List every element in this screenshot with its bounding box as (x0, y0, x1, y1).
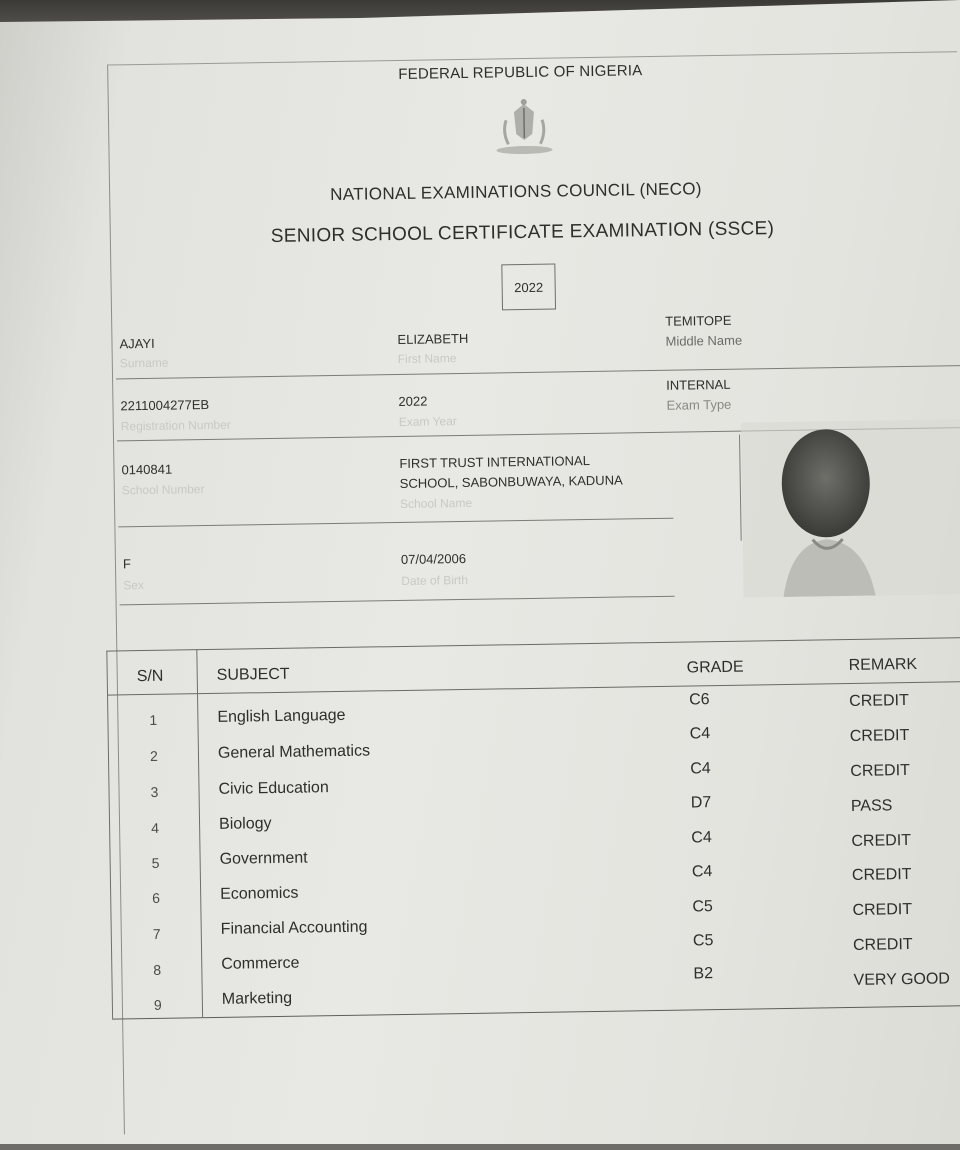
row-subject: Commerce (221, 954, 300, 973)
row-sn: 2 (149, 747, 158, 764)
row-grade: C4 (690, 760, 711, 778)
row-sn: 7 (152, 925, 161, 942)
row-grade: C4 (689, 725, 711, 743)
row-sn: 5 (151, 854, 160, 871)
school-name-label: School Name (399, 495, 473, 511)
column-header-subject: SUBJECT (216, 665, 290, 684)
school-number-label: School Number (121, 482, 205, 498)
row-remark: VERY GOOD (853, 970, 951, 989)
table-left-border (106, 651, 113, 1019)
row-subject: General Mathematics (217, 742, 371, 762)
row-grade: C5 (692, 932, 714, 950)
row-grade: D7 (690, 794, 712, 812)
frame-left-border (107, 65, 125, 1135)
row-sn: 8 (153, 961, 162, 978)
column-header-sn: S/N (136, 667, 164, 686)
school-name-line1: FIRST TRUST INTERNATIONAL (399, 453, 590, 472)
exam-year-label: Exam Year (398, 414, 457, 430)
first-name-label: First Name (397, 351, 457, 367)
row-subject: Financial Accounting (220, 918, 368, 938)
row-remark: CREDIT (851, 866, 912, 884)
sex-value: F (122, 556, 132, 572)
surname-label: Surname (119, 355, 169, 371)
exam-type-label: Exam Type (666, 396, 732, 413)
table-top-border (106, 637, 960, 652)
row-remark: CREDIT (849, 727, 910, 745)
school-name-line2: SCHOOL, SABONBUWAYA, KADUNA (399, 472, 623, 492)
date-of-birth-label: Date of Birth (401, 572, 469, 588)
row-sn: 1 (149, 711, 158, 728)
row-remark: CREDIT (849, 692, 909, 710)
sex-label: Sex (123, 578, 145, 593)
row-subject: Biology (218, 815, 272, 833)
table-column-divider (196, 649, 203, 1017)
row-grade: C5 (692, 898, 714, 916)
council-title: NATIONAL EXAMINATIONS COUNCIL (NECO) (330, 179, 702, 205)
middle-name-value: TEMITOPE (665, 312, 732, 329)
exam-type-value: INTERNAL (666, 376, 731, 393)
surname-value: AJAYI (119, 335, 155, 352)
coat-of-arms-icon (484, 93, 565, 158)
column-header-remark: REMARK (848, 655, 918, 674)
column-header-grade: GRADE (686, 658, 744, 677)
country-title: FEDERAL REPUBLIC OF NIGERIA (398, 62, 643, 83)
registration-number-value: 2211004277EB (120, 396, 210, 414)
exam-year-box-value: 2022 (514, 279, 544, 295)
row-sn: 6 (152, 889, 161, 906)
first-name-value: ELIZABETH (397, 330, 469, 348)
exam-year-value: 2022 (398, 393, 428, 410)
divider-school (118, 518, 673, 528)
candidate-photo (741, 419, 960, 598)
row-grade: C4 (691, 863, 713, 881)
row-sn: 9 (153, 996, 162, 1013)
row-subject: Economics (220, 884, 299, 903)
row-remark: CREDIT (852, 936, 913, 954)
registration-number-label: Registration Number (120, 417, 231, 434)
row-grade: B2 (693, 965, 714, 983)
row-sn: 3 (150, 783, 159, 800)
row-grade: C6 (689, 691, 710, 709)
row-remark: CREDIT (852, 901, 913, 919)
middle-name-label: Middle Name (665, 332, 743, 349)
row-remark: PASS (850, 797, 893, 815)
row-subject: Government (219, 849, 308, 868)
date-of-birth-value: 07/04/2006 (400, 550, 467, 567)
exam-title: SENIOR SCHOOL CERTIFICATE EXAMINATION (SSCE) (270, 218, 775, 247)
divider-names (116, 365, 960, 379)
row-subject: Civic Education (218, 779, 329, 798)
row-grade: C4 (691, 829, 712, 847)
row-sn: 4 (150, 819, 160, 836)
exam-year-box (501, 264, 556, 311)
row-remark: CREDIT (850, 762, 911, 780)
divider-dob (120, 596, 675, 606)
row-subject: English Language (217, 706, 346, 726)
school-number-value: 0140841 (121, 461, 173, 478)
row-remark: CREDIT (851, 832, 912, 850)
row-subject: Marketing (221, 989, 293, 1008)
